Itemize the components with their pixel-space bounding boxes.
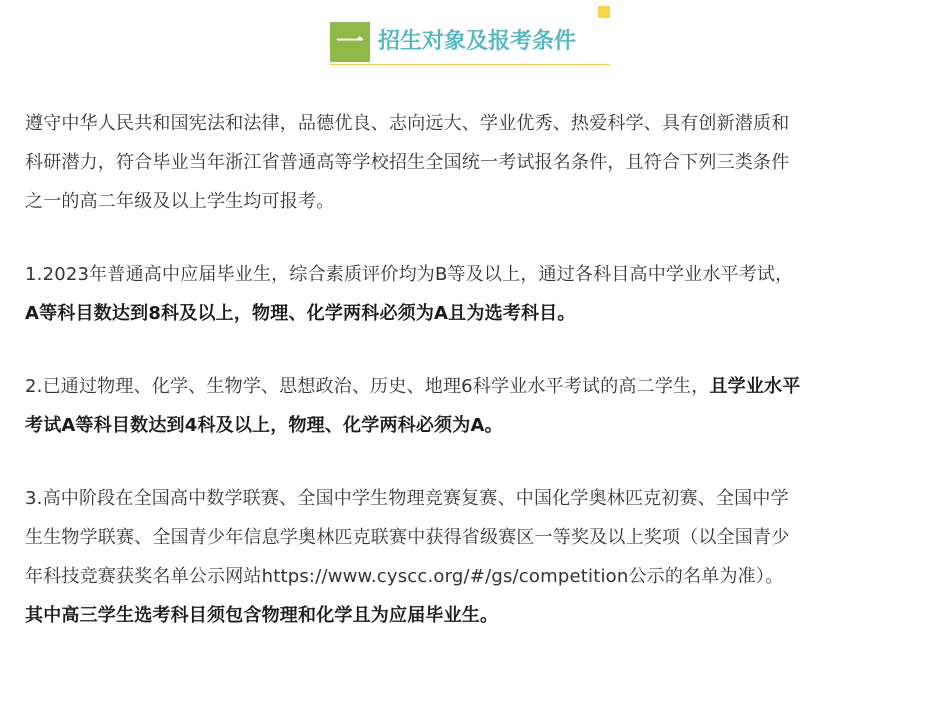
condition-3-emphasis [25,596,920,635]
condition-3-line: 3.高中阶段在全国高中数学联赛、全国中学生物理竞赛复赛、中国化学奥林匹克初赛、全国中学 [25,488,789,509]
corner-square-decoration [598,6,610,18]
intro-paragraph [25,104,920,221]
condition-1-bold-text: A等科目数达到8科及以上，物理、化学两科必须为A且为选考科目。 [25,303,576,324]
condition-2-bold-text: 且学业水平 [709,376,801,397]
intro-line: 科研潜力，符合毕业当年浙江省普通高等学校招生全国统一考试报名条件，且符合下列三类条件 [25,152,790,173]
article-body [25,104,920,669]
condition-2-bold-text: 考试A等科目数达到4科及以上，物理、化学两科必须为A。 [25,415,503,436]
heading-underline [330,64,610,65]
condition-2-line [25,367,920,406]
intro-line: 之一的高二年级及以上学生均可报考。 [25,191,335,212]
condition-3-line: 生生物学联赛、全国青少年信息学奥林匹克联赛中获得省级赛区一等奖及以上奖项（以全国青少 [25,527,790,548]
condition-2-text: 2.已通过物理、化学、生物学、思想政治、历史、地理6科学业水平考试的高二学生， [25,376,710,397]
condition-3-bold-text: 其中高三学生选考科目须包含物理和化学且为应届毕业生。 [25,605,499,626]
section-heading [330,22,610,66]
condition-3-paragraph [25,479,920,635]
condition-2-paragraph [25,367,920,445]
condition-3-line: 年科技竞赛获奖名单公示网站https://www.cyscc.org/#/gs/competition公示的名单为准）。 [25,566,784,587]
condition-1-paragraph [25,255,920,333]
section-title: 招生对象及报考条件 [378,29,577,54]
intro-line: 遵守中华人民共和国宪法和法律，品德优良、志向远大、学业优秀、热爱科学、具有创新潜质和 [25,113,790,134]
condition-2-emphasis [25,406,920,445]
condition-1-emphasis [25,294,920,333]
condition-1-line: 1.2023年普通高中应届毕业生，综合素质评价均为B等及以上，通过各科目高中学业水平考试， [25,264,794,285]
section-number-badge: 一 [330,22,370,62]
